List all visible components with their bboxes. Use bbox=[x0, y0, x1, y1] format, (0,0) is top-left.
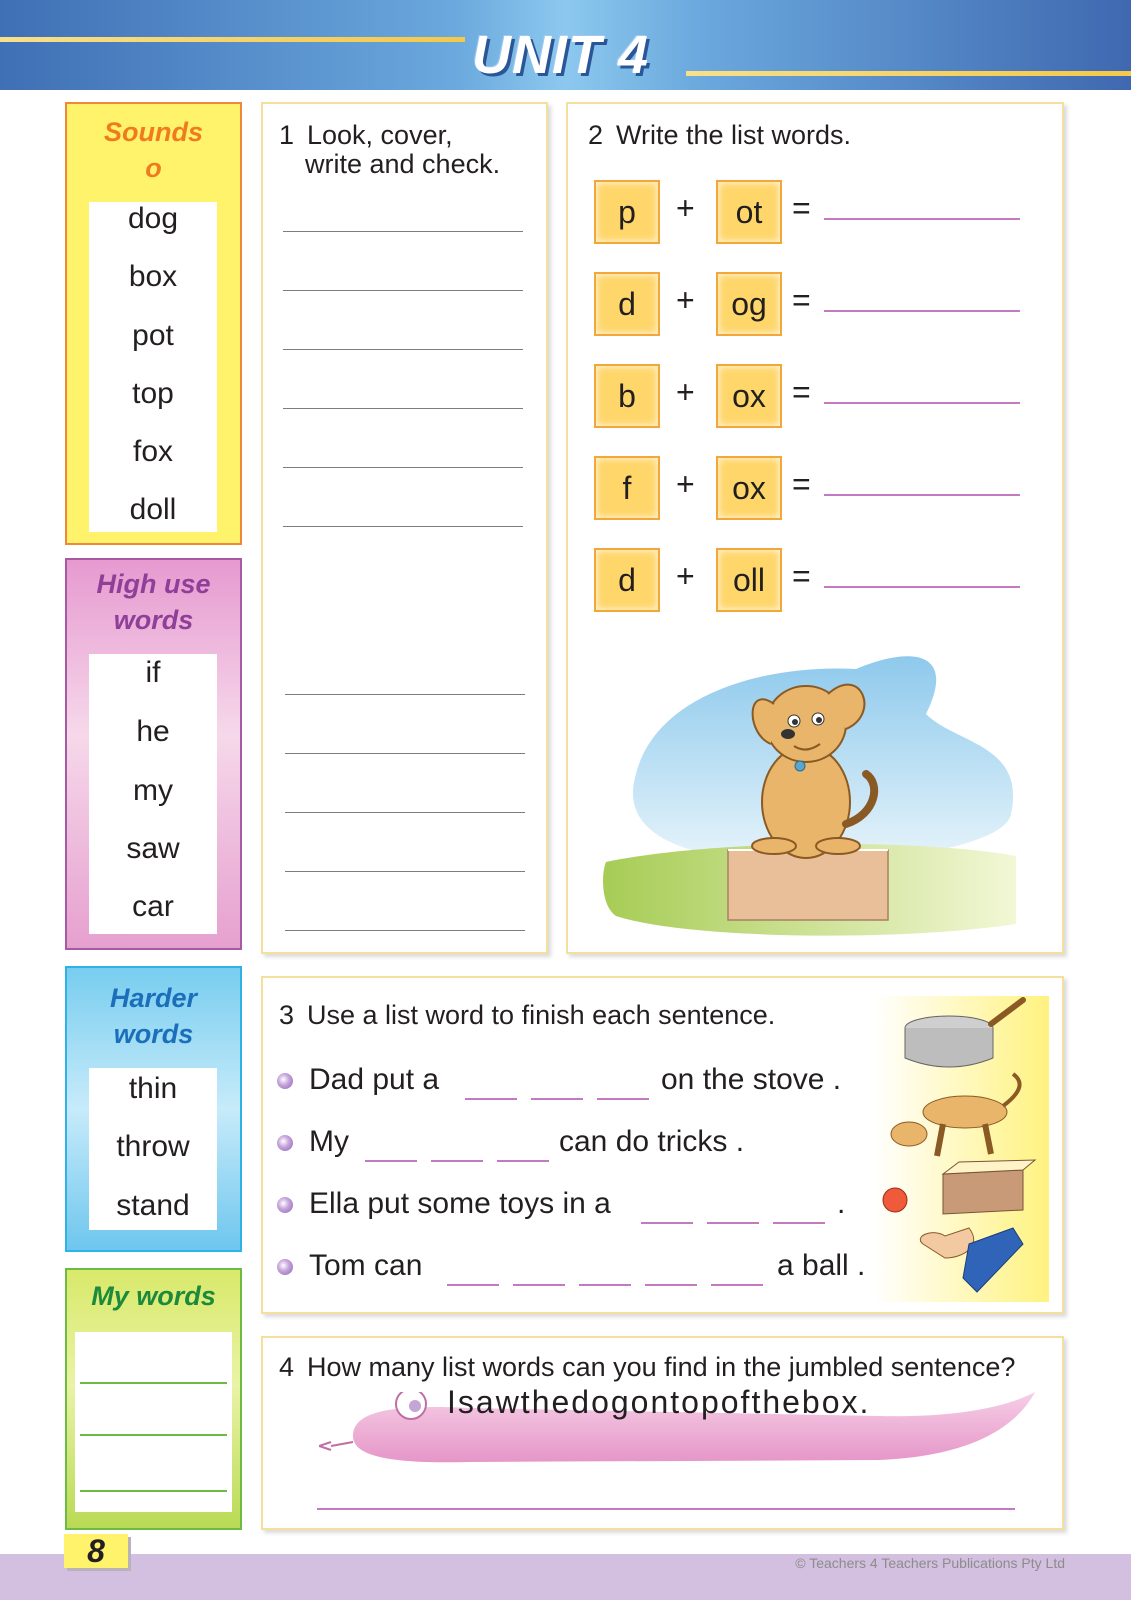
sentence-bullet bbox=[277, 1073, 293, 1089]
list-word: thin bbox=[128, 1072, 178, 1105]
unit-header bbox=[0, 0, 1131, 90]
onset-tile: d bbox=[594, 272, 660, 336]
list-word: car bbox=[132, 890, 174, 923]
sounds-word-box bbox=[65, 102, 242, 545]
sentence-bullet bbox=[277, 1259, 293, 1275]
page-number: 8 bbox=[64, 1534, 128, 1568]
high-use-title-1: High use bbox=[96, 569, 211, 599]
dog-on-box-illustration bbox=[596, 624, 1036, 942]
onset-tile: d bbox=[594, 548, 660, 612]
my-words-area bbox=[75, 1332, 232, 1512]
letter-blank[interactable] bbox=[465, 1098, 517, 1100]
letter-blank[interactable] bbox=[641, 1222, 693, 1224]
equals-sign: = bbox=[792, 190, 811, 226]
task2-instruction: Write the list words. bbox=[616, 120, 852, 150]
sentence-2-end: can do tricks . bbox=[559, 1125, 745, 1158]
sentence-3-start: Ella put some toys in a bbox=[309, 1187, 611, 1220]
list-word: pot bbox=[132, 319, 174, 352]
list-word: dog bbox=[127, 202, 179, 235]
my-words-line[interactable] bbox=[80, 1490, 227, 1492]
task1-panel bbox=[261, 102, 548, 954]
sentence-4-end: a ball . bbox=[777, 1249, 866, 1282]
writing-line[interactable] bbox=[283, 408, 523, 409]
list-word: my bbox=[133, 774, 173, 807]
writing-line[interactable] bbox=[283, 467, 523, 468]
letter-blank[interactable] bbox=[711, 1284, 763, 1286]
writing-line[interactable] bbox=[283, 526, 523, 527]
sentence-4-start: Tom can bbox=[309, 1249, 423, 1282]
answer-line[interactable] bbox=[824, 402, 1020, 404]
sentence-1-start: Dad put a bbox=[309, 1063, 440, 1096]
harder-title-1: Harder bbox=[109, 983, 198, 1013]
list-word: saw bbox=[126, 832, 180, 865]
list-word: throw bbox=[116, 1130, 190, 1163]
task2-number: 2 bbox=[588, 120, 604, 150]
harder-title-2: words bbox=[113, 1019, 194, 1049]
sentence-3-end: . bbox=[837, 1187, 846, 1220]
letter-blank[interactable] bbox=[773, 1222, 825, 1224]
list-word: box bbox=[128, 260, 178, 293]
answer-line[interactable] bbox=[824, 494, 1020, 496]
task4-panel bbox=[261, 1336, 1064, 1530]
equals-sign: = bbox=[792, 282, 811, 318]
my-words-title: My words bbox=[91, 1281, 216, 1311]
plus-sign: + bbox=[676, 190, 695, 226]
plus-sign: + bbox=[676, 374, 695, 410]
task1-line2: write and check. bbox=[305, 149, 501, 179]
writing-line[interactable] bbox=[285, 694, 525, 695]
sentence-bullet bbox=[277, 1135, 293, 1151]
sentence-bullet bbox=[277, 1197, 293, 1213]
letter-blank[interactable] bbox=[531, 1098, 583, 1100]
letter-blank[interactable] bbox=[447, 1284, 499, 1286]
rime-tile: ox bbox=[716, 364, 782, 428]
rime-tile: ox bbox=[716, 456, 782, 520]
equals-sign: = bbox=[792, 466, 811, 502]
unit-title: UNIT 4 bbox=[472, 25, 650, 85]
list-word: top bbox=[132, 377, 174, 410]
list-word: fox bbox=[132, 435, 174, 468]
task3-number: 3 bbox=[279, 1000, 295, 1030]
onset-tile: f bbox=[594, 456, 660, 520]
my-words-line[interactable] bbox=[80, 1434, 227, 1436]
letter-blank[interactable] bbox=[579, 1284, 631, 1286]
high-use-word-list bbox=[89, 654, 217, 934]
writing-line[interactable] bbox=[285, 930, 525, 931]
harder-word-list bbox=[89, 1068, 217, 1230]
high-use-title-2: words bbox=[113, 605, 194, 635]
writing-line[interactable] bbox=[283, 349, 523, 350]
sounds-letter: o bbox=[145, 153, 162, 183]
list-word: if bbox=[145, 656, 161, 689]
harder-word-box bbox=[65, 966, 242, 1252]
header-stripe-right bbox=[686, 71, 1131, 76]
high-use-word-box bbox=[65, 558, 242, 950]
task2-panel bbox=[566, 102, 1064, 954]
task3-panel bbox=[261, 976, 1064, 1314]
list-word: he bbox=[136, 715, 170, 748]
answer-line[interactable] bbox=[824, 310, 1020, 312]
writing-line[interactable] bbox=[283, 290, 523, 291]
letter-blank[interactable] bbox=[431, 1160, 483, 1162]
task3-instruction: Use a list word to finish each sentence. bbox=[307, 1000, 776, 1030]
writing-line[interactable] bbox=[285, 871, 525, 872]
rime-tile: oll bbox=[716, 548, 782, 612]
onset-tile: b bbox=[594, 364, 660, 428]
plus-sign: + bbox=[676, 558, 695, 594]
letter-blank[interactable] bbox=[497, 1160, 549, 1162]
list-word: doll bbox=[129, 493, 177, 526]
letter-blank[interactable] bbox=[645, 1284, 697, 1286]
copyright-notice: © Teachers 4 Teachers Publications Pty Ltd bbox=[795, 1555, 1065, 1571]
header-stripe-left bbox=[0, 37, 465, 42]
task4-instruction: How many list words can you find in the jumbled sentence? bbox=[307, 1352, 1016, 1382]
sentence-2-start: My bbox=[309, 1125, 349, 1158]
writing-line[interactable] bbox=[285, 753, 525, 754]
task1-line1: Look, cover, bbox=[307, 120, 453, 150]
sounds-title: Sounds bbox=[104, 117, 203, 147]
plus-sign: + bbox=[676, 466, 695, 502]
answer-line[interactable] bbox=[317, 1508, 1015, 1510]
equals-sign: = bbox=[792, 374, 811, 410]
list-word: stand bbox=[116, 1189, 190, 1222]
letter-blank[interactable] bbox=[597, 1098, 649, 1100]
sentence-pictures bbox=[873, 996, 1049, 1302]
my-words-line[interactable] bbox=[80, 1382, 227, 1384]
sounds-word-list bbox=[89, 202, 217, 532]
task4-number: 4 bbox=[279, 1352, 295, 1382]
my-words-box bbox=[65, 1268, 242, 1530]
answer-line[interactable] bbox=[824, 218, 1020, 220]
letter-blank[interactable] bbox=[707, 1222, 759, 1224]
onset-tile: p bbox=[594, 180, 660, 244]
equals-sign: = bbox=[792, 558, 811, 594]
plus-sign: + bbox=[676, 282, 695, 318]
task1-number: 1 bbox=[279, 120, 295, 150]
rime-tile: og bbox=[716, 272, 782, 336]
answer-line[interactable] bbox=[824, 586, 1020, 588]
letter-blank[interactable] bbox=[365, 1160, 417, 1162]
sentence-1-end: on the stove . bbox=[661, 1063, 842, 1096]
rime-tile: ot bbox=[716, 180, 782, 244]
letter-blank[interactable] bbox=[513, 1284, 565, 1286]
writing-line[interactable] bbox=[285, 812, 525, 813]
writing-line[interactable] bbox=[283, 231, 523, 232]
jumbled-sentence: Isawthedogontopofthebox. bbox=[447, 1384, 871, 1420]
